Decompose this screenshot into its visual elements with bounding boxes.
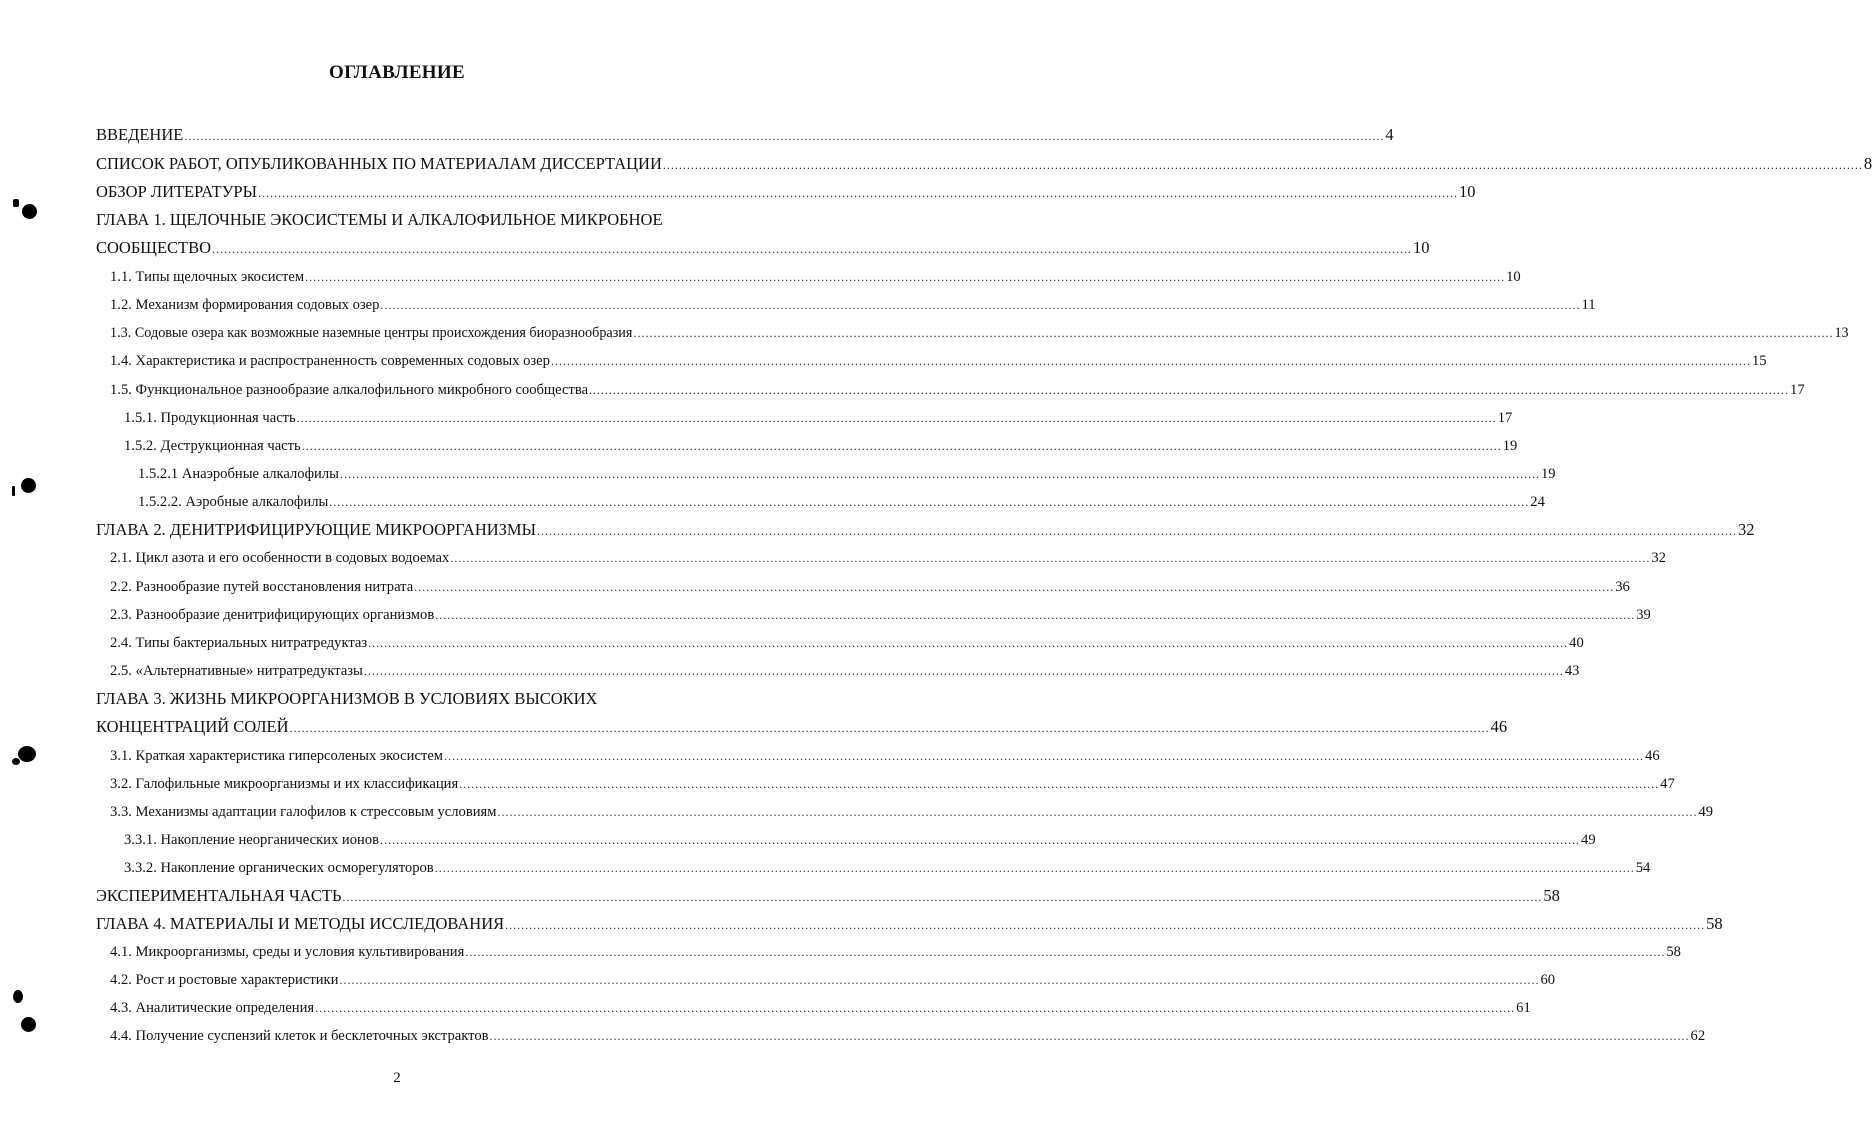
- toc-leader: ............................................................................................................................................................................................................................................................................................................: [342, 890, 1543, 904]
- toc-leader: ............................................................................................................................................................................................................................................................................................................: [505, 918, 1706, 932]
- toc-entry[interactable]: [110, 745, 1660, 767]
- toc-label: ГЛАВА 3. ЖИЗНЬ МИКРООРГАНИЗМОВ В УСЛОВИЯХ ВЫСОКИХ: [96, 689, 598, 708]
- toc-page: 15: [1751, 353, 1767, 369]
- scan-blot-icon: [21, 478, 36, 493]
- toc-label: СООБЩЕСТВО: [96, 238, 212, 257]
- toc-leader: ............................................................................................................................................................................................................................................................................................................: [444, 749, 1645, 763]
- toc-entry[interactable]: [96, 885, 1560, 907]
- toc-page: 58: [1543, 886, 1560, 905]
- toc-entry[interactable]: [110, 1025, 1706, 1047]
- scan-blot-icon: [12, 758, 20, 765]
- toc-page: 47: [1660, 776, 1675, 792]
- scan-blot-icon: [22, 204, 37, 219]
- toc-label: 1.5. Функциональное разнообразие алкалофильного микробного сообщества: [110, 382, 589, 398]
- toc-page: 19: [1502, 438, 1518, 454]
- toc-leader: ............................................................................................................................................................................................................................................................................................................: [315, 1001, 1516, 1015]
- toc-page: 43: [1564, 663, 1580, 679]
- toc-leader: ............................................................................................................................................................................................................................................................................................................: [368, 636, 1569, 650]
- toc-entry[interactable]: [110, 773, 1675, 795]
- toc-page: 10: [1506, 269, 1521, 285]
- toc-page: 10: [1459, 182, 1476, 201]
- toc-entry[interactable]: [96, 688, 736, 710]
- toc-entry[interactable]: [110, 632, 1584, 654]
- toc-page: 58: [1666, 944, 1681, 960]
- scan-blot-icon: [13, 990, 23, 1003]
- toc-entry[interactable]: [124, 857, 1651, 879]
- toc-entry[interactable]: [96, 237, 1430, 259]
- toc-page: 32: [1738, 520, 1755, 539]
- toc-entry[interactable]: [110, 350, 1767, 372]
- toc-label: 1.4. Характеристика и распространенность современных содовых озер: [110, 353, 550, 369]
- toc-label: 1.5.2.2. Аэробные алкалофилы: [138, 494, 329, 510]
- toc-label: ГЛАВА 2. ДЕНИТРИФИЦИРУЮЩИЕ МИКРООРГАНИЗМЫ: [96, 520, 536, 539]
- toc-entry[interactable]: [110, 801, 1714, 823]
- toc-label: СПИСОК РАБОТ, ОПУБЛИКОВАННЫХ ПО МАТЕРИАЛАМ ДИССЕРТАЦИИ: [96, 154, 662, 173]
- scan-blot-icon: [18, 746, 36, 762]
- toc-entry[interactable]: [110, 547, 1666, 569]
- toc-page: 61: [1516, 1000, 1531, 1016]
- toc-label: 2.3. Разнообразие денитрифицирующих организмов: [110, 607, 435, 623]
- toc-leader: ............................................................................................................................................................................................................................................................................................................: [434, 861, 1635, 875]
- toc-leader: ............................................................................................................................................................................................................................................................................................................: [212, 242, 1413, 256]
- toc-leader: ............................................................................................................................................................................................................................................................................................................: [465, 945, 1666, 959]
- toc-leader: ............................................................................................................................................................................................................................................................................................................: [633, 326, 1834, 340]
- toc-label: 1.2. Механизм формирования содовых озер: [110, 297, 380, 313]
- toc-leader: ............................................................................................................................................................................................................................................................................................................: [305, 270, 1506, 284]
- toc-label: 1.3. Содовые озера как возможные наземные центры происхождения биоразнообразия: [110, 325, 633, 341]
- toc-leader: ............................................................................................................................................................................................................................................................................................................: [380, 833, 1581, 847]
- toc-leader: ............................................................................................................................................................................................................................................................................................................: [329, 495, 1530, 509]
- toc-entry[interactable]: [110, 322, 1849, 344]
- toc-page: 49: [1698, 804, 1714, 820]
- toc-entry[interactable]: [96, 153, 1872, 175]
- toc-page: 60: [1540, 972, 1556, 988]
- toc-leader: ............................................................................................................................................................................................................................................................................................................: [380, 298, 1581, 312]
- toc-label: ГЛАВА 1. ЩЕЛОЧНЫЕ ЭКОСИСТЕМЫ И АЛКАЛОФИЛЬНОЕ МИКРОБНОЕ: [96, 210, 663, 229]
- toc-label: 4.4. Получение суспензий клеток и бесклеточных экстрактов: [110, 1028, 489, 1044]
- toc-page: 17: [1790, 382, 1805, 398]
- toc-entry[interactable]: [110, 604, 1651, 626]
- toc-entry[interactable]: [110, 294, 1596, 316]
- toc-label: ОБЗОР ЛИТЕРАТУРЫ: [96, 182, 257, 201]
- toc-label: 4.1. Микроорганизмы, среды и условия культивирования: [110, 944, 465, 960]
- toc-entry[interactable]: [96, 124, 1394, 146]
- toc-page: 19: [1540, 466, 1556, 482]
- toc-label: 2.1. Цикл азота и его особенности в содовых водоемах: [110, 550, 450, 566]
- toc-entry[interactable]: [96, 913, 1723, 935]
- toc-label: 2.4. Типы бактериальных нитратредуктаз: [110, 635, 368, 651]
- toc-entry[interactable]: [110, 266, 1521, 288]
- toc-label: ГЛАВА 4. МАТЕРИАЛЫ И МЕТОДЫ ИССЛЕДОВАНИЯ: [96, 914, 505, 933]
- toc-leader: ............................................................................................................................................................................................................................................................................................................: [497, 805, 1698, 819]
- toc-leader: ............................................................................................................................................................................................................................................................................................................: [414, 580, 1615, 594]
- toc-leader: ............................................................................................................................................................................................................................................................................................................: [489, 1029, 1690, 1043]
- toc-leader: ............................................................................................................................................................................................................................................................................................................: [289, 721, 1490, 735]
- toc-entry[interactable]: [138, 463, 1556, 485]
- toc-label: 3.3.2. Накопление органических осморегуляторов: [124, 860, 434, 876]
- toc-page: 8: [1863, 154, 1872, 173]
- toc-page: 46: [1645, 748, 1660, 764]
- toc-entry[interactable]: [138, 491, 1545, 513]
- toc-label: 4.2. Рост и ростовые характеристики: [110, 972, 339, 988]
- scan-blot-icon: [12, 486, 15, 496]
- toc-label: 3.1. Краткая характеристика гиперсоленых экосистем: [110, 748, 444, 764]
- toc-entry[interactable]: [110, 969, 1556, 991]
- scan-blot-icon: [13, 199, 19, 207]
- toc-entry[interactable]: [110, 576, 1630, 598]
- toc-label: 2.5. «Альтернативные» нитратредуктазы: [110, 663, 363, 679]
- toc-page: 58: [1706, 914, 1723, 933]
- toc-label: ЭКСПЕРИМЕНТАЛЬНАЯ ЧАСТЬ: [96, 886, 342, 905]
- scan-blot-icon: [21, 1017, 36, 1032]
- toc-page: 36: [1615, 579, 1630, 595]
- toc-leader: ............................................................................................................................................................................................................................................................................................................: [589, 383, 1790, 397]
- toc-entry[interactable]: [110, 941, 1681, 963]
- toc-page: 40: [1569, 635, 1584, 651]
- toc-page: 39: [1636, 607, 1651, 623]
- toc-leader: ............................................................................................................................................................................................................................................................................................................: [363, 664, 1564, 678]
- toc-leader: ............................................................................................................................................................................................................................................................................................................: [258, 186, 1458, 200]
- toc-page: 4: [1385, 125, 1394, 144]
- toc-label: ВВЕДЕНИЕ: [96, 125, 184, 144]
- toc-page: 54: [1635, 860, 1651, 876]
- toc-entry[interactable]: [110, 379, 1805, 401]
- toc-leader: ............................................................................................................................................................................................................................................................................................................: [450, 551, 1651, 565]
- toc-entry[interactable]: [124, 435, 1518, 457]
- toc-label: 1.5.1. Продукционная часть: [124, 410, 296, 426]
- toc-page: 17: [1497, 410, 1513, 426]
- toc-entry[interactable]: [96, 519, 1755, 541]
- toc-label: 2.2. Разнообразие путей восстановления нитрата: [110, 579, 414, 595]
- toc-leader: ............................................................................................................................................................................................................................................................................................................: [184, 129, 1385, 143]
- toc-entry[interactable]: [110, 660, 1580, 682]
- page-number: 2: [393, 1070, 401, 1086]
- toc-label: 1.5.2. Деструкционная часть: [124, 438, 301, 454]
- toc-leader: ............................................................................................................................................................................................................................................................................................................: [435, 608, 1636, 622]
- toc-entry[interactable]: [96, 716, 1508, 738]
- toc-leader: ............................................................................................................................................................................................................................................................................................................: [301, 439, 1502, 453]
- toc-leader: ............................................................................................................................................................................................................................................................................................................: [662, 158, 1863, 172]
- toc-label: КОНЦЕНТРАЦИЙ СОЛЕЙ: [96, 717, 289, 736]
- page-title: ОГЛАВЛЕНИЕ: [329, 62, 465, 83]
- toc-entry[interactable]: [96, 209, 736, 231]
- toc-entry[interactable]: [124, 407, 1513, 429]
- toc-label: 3.2. Галофильные микроорганизмы и их классификация: [110, 776, 459, 792]
- toc-label: 3.3.1. Накопление неорганических ионов: [124, 832, 380, 848]
- toc-page: 62: [1690, 1028, 1706, 1044]
- toc-leader: ............................................................................................................................................................................................................................................................................................................: [550, 354, 1751, 368]
- toc-page: 11: [1581, 297, 1596, 313]
- toc-leader: ............................................................................................................................................................................................................................................................................................................: [339, 467, 1540, 481]
- toc-page: 10: [1413, 238, 1430, 257]
- toc-label: 1.1. Типы щелочных экосистем: [110, 269, 305, 285]
- toc-page: 32: [1651, 550, 1666, 566]
- toc-page: 24: [1530, 494, 1545, 510]
- toc-entry[interactable]: [110, 997, 1531, 1019]
- toc-label: 1.5.2.1 Анаэробные алкалофилы: [138, 466, 339, 482]
- toc-leader: ............................................................................................................................................................................................................................................................................................................: [459, 777, 1660, 791]
- toc-entry[interactable]: [96, 181, 1476, 203]
- toc-page: 46: [1490, 717, 1508, 736]
- toc-page: 49: [1581, 832, 1596, 848]
- toc-leader: ............................................................................................................................................................................................................................................................................................................: [296, 411, 1497, 425]
- toc-entry[interactable]: [124, 829, 1596, 851]
- toc-leader: ............................................................................................................................................................................................................................................................................................................: [339, 973, 1540, 987]
- toc-label: 3.3. Механизмы адаптации галофилов к стрессовым условиям: [110, 804, 497, 820]
- toc-leader: ............................................................................................................................................................................................................................................................................................................: [537, 524, 1737, 538]
- toc-page: 13: [1834, 325, 1849, 341]
- toc-label: 4.3. Аналитические определения: [110, 1000, 315, 1016]
